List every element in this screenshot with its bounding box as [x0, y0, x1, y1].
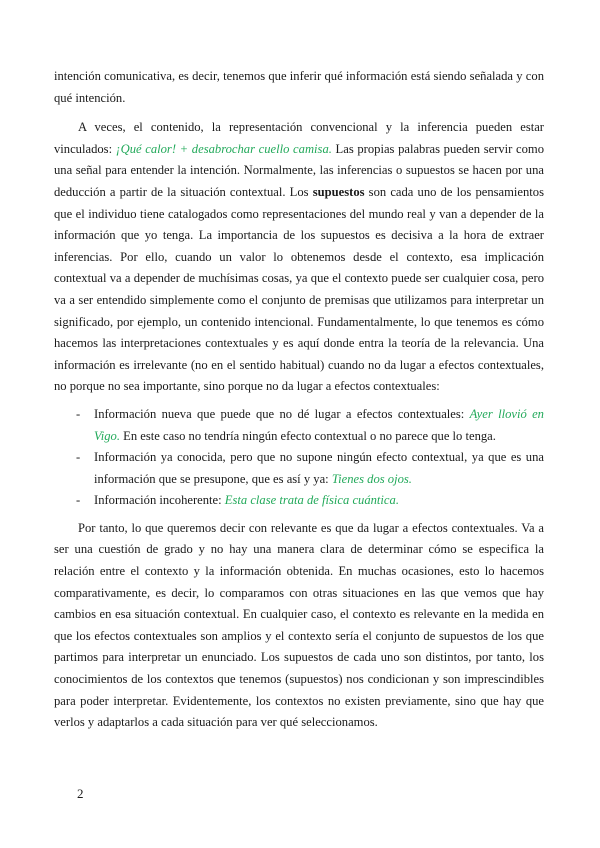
list-item-text: En este caso no tendría ningún efecto contextual o no parece que lo tenga. [120, 428, 496, 443]
paragraph-continuation: intención comunicativa, es decir, tenemos que inferir qué información está siendo señalada y con qué intención. [54, 69, 544, 105]
list-item-text: Información incoherente: [94, 493, 225, 508]
paragraph-relevancia: Por tanto, lo que queremos decir con relevante es que da lugar a efectos contextuales. Va a ser una cuestión de grado y no hay una manera clara de determinar cómo se especifica la relación entre el contexto y la información obtenida. En muchas ocasiones, esto lo hacemos comparativamente, es decir, lo comparamos con otras situaciones en las que vemos que hay cambios en esa situación contextual. En cualquier caso, el contexto es relevante en la medida en que los efectos contextuales son amplios y el contexto sería el conjunto de supuestos de los que partimos para interpretar un enunciado. Los supuestos de cada uno son distintos, por tanto, los conocimientos de los contextos que tenemos (supuestos) nos condicionan y son imprescindibles para poder interpretar. Evidentemente, los contextos no existen previamente, sino que hay que verlos y adaptarlos a cada situación para ver qué seleccionamos. [54, 520, 544, 730]
body-text [54, 66, 544, 734]
page-number: 2 [77, 786, 84, 801]
paragraph-text: A veces, el contenido, la representación convencional y la inferencia pueden estar vinculados: [54, 120, 544, 156]
paragraph-text: Las propias palabras pueden servir como una señal para entender la intención. Normalmente, las inferencias o supuestos se hacen por una deducción a partir de la situación contextual. Los [54, 141, 544, 199]
list-item [54, 447, 544, 490]
example-text: Ayer llovió en Vigo. [94, 406, 544, 443]
example-text: Esta clase trata de física cuántica. [224, 493, 399, 508]
paragraph-text: son cada uno de los pensamientos que el individuo tiene catalogados como representaciones del mundo real y van a depender de la información que yo tenga. La importancia de los supuestos es decisiva a la hora de extraer inferencias. Por ello, cuando un valor lo obtenemos desde el contexto, esa implicación contextual va a depender de muchísimas cosas, ya que el contexto puede ser cualquier cosa, pero va a ser entendido simplemente como el conjunto de premisas que utilizamos para interpretar un significado, por ejemplo, un contenido intencional. Fundamentalmente, lo que tenemos es cómo hacemos las interpretaciones contextuales y es aquí donde entra la teoría de la relevancia. Una información es irrelevante (no en el sentido habitual) cuando no da lugar a efectos contextuales, no porque no sea importante, sino porque no da lugar a efectos contextuales: [54, 184, 544, 394]
paragraph-supuestos [54, 117, 544, 398]
example-text: Tienes dos ojos. [331, 471, 412, 486]
list-item [54, 404, 544, 447]
list-item [54, 490, 544, 512]
list-item-text: Información ya conocida, pero que no supone ningún efecto contextual, ya que es una información que se presupone, que es así y ya: [94, 450, 544, 486]
list-item-text: Información nueva que puede que no dé lugar a efectos contextuales: [94, 406, 470, 421]
bold-term: supuestos [312, 184, 365, 199]
example-text: ¡Qué calor! + desabrochar cuello camisa. [115, 141, 332, 156]
bullet-list [54, 404, 544, 512]
